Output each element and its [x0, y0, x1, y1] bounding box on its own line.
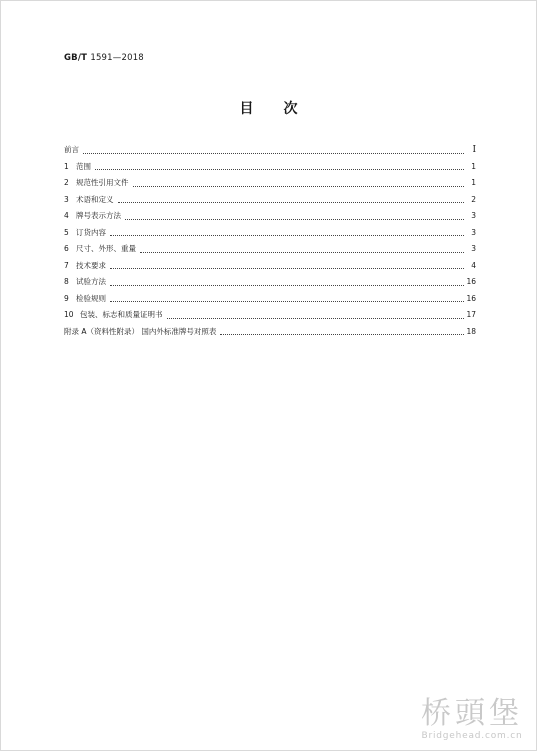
toc-page: 1: [471, 178, 476, 187]
toc-row[interactable]: [64, 161, 476, 178]
toc-number: 7: [64, 260, 69, 270]
toc-leader-dots: [118, 202, 465, 203]
toc-leader-dots: [110, 285, 464, 286]
table-of-contents: [64, 144, 476, 342]
toc-title: [0, 98, 537, 118]
toc-page: 16: [466, 293, 476, 303]
toc-leader-dots: [140, 252, 464, 253]
toc-page: 18: [466, 326, 476, 336]
toc-row-annex-a[interactable]: [64, 326, 476, 343]
toc-leader-dots: [110, 301, 464, 302]
toc-row[interactable]: [64, 293, 476, 310]
toc-label: 技术要求: [76, 260, 106, 270]
watermark-logo-text: 桥頭堡: [421, 696, 523, 731]
toc-row[interactable]: [64, 177, 476, 194]
standard-code: GB/T: [64, 53, 88, 63]
toc-label: 订货内容: [76, 227, 106, 237]
toc-title-char-2: 次: [283, 101, 298, 117]
toc-number: 8: [64, 277, 69, 286]
toc-page: Ⅰ: [472, 145, 476, 155]
toc-number: 6: [64, 244, 69, 253]
watermark-url: Bridgehead.com.cn: [421, 731, 523, 741]
toc-number: 3: [64, 194, 69, 204]
toc-row-foreword[interactable]: [64, 144, 476, 161]
toc-label: 前言: [64, 145, 79, 154]
toc-page: 2: [471, 194, 476, 204]
toc-number: 5: [64, 227, 69, 237]
toc-page: 17: [466, 310, 476, 319]
toc-page: 3: [471, 227, 476, 237]
toc-page: 1: [471, 161, 476, 171]
toc-leader-dots: [125, 219, 464, 220]
toc-label: 牌号表示方法: [76, 211, 121, 220]
standard-header: [64, 53, 144, 63]
toc-page: 3: [471, 211, 476, 220]
toc-number: 10: [64, 310, 74, 319]
toc-leader-dots: [133, 186, 465, 187]
toc-label: 包装、标志和质量证明书: [80, 310, 163, 319]
toc-label: 尺寸、外形、重量: [76, 244, 136, 253]
toc-row[interactable]: [64, 194, 476, 211]
toc-leader-dots: [110, 268, 464, 269]
toc-row[interactable]: [64, 276, 476, 293]
toc-label: 试验方法: [76, 277, 106, 286]
toc-leader-dots: [110, 235, 464, 236]
toc-leader-dots: [220, 334, 464, 335]
toc-label: 规范性引用文件: [76, 178, 129, 187]
standard-number: 1591—2018: [90, 53, 144, 63]
toc-page: 4: [471, 260, 476, 270]
toc-number: 9: [64, 293, 69, 303]
toc-title-char-1: 目: [239, 101, 254, 117]
toc-row[interactable]: [64, 260, 476, 277]
toc-page: 16: [466, 277, 476, 286]
toc-row[interactable]: [64, 243, 476, 260]
toc-leader-dots: [83, 153, 464, 154]
toc-page: 3: [471, 244, 476, 253]
toc-leader-dots: [95, 169, 464, 170]
toc-row[interactable]: [64, 227, 476, 244]
watermark: [421, 697, 523, 741]
toc-label: 范围: [76, 161, 91, 171]
toc-number: 2: [64, 178, 69, 187]
toc-row[interactable]: [64, 309, 476, 326]
toc-label: 附录 A（资料性附录） 国内外标准牌号对照表: [64, 326, 217, 336]
toc-label: 术语和定义: [76, 194, 114, 204]
toc-number: 1: [64, 161, 69, 171]
toc-label: 检验规则: [76, 293, 106, 303]
toc-leader-dots: [167, 318, 465, 319]
toc-row[interactable]: [64, 210, 476, 227]
toc-number: 4: [64, 211, 69, 220]
